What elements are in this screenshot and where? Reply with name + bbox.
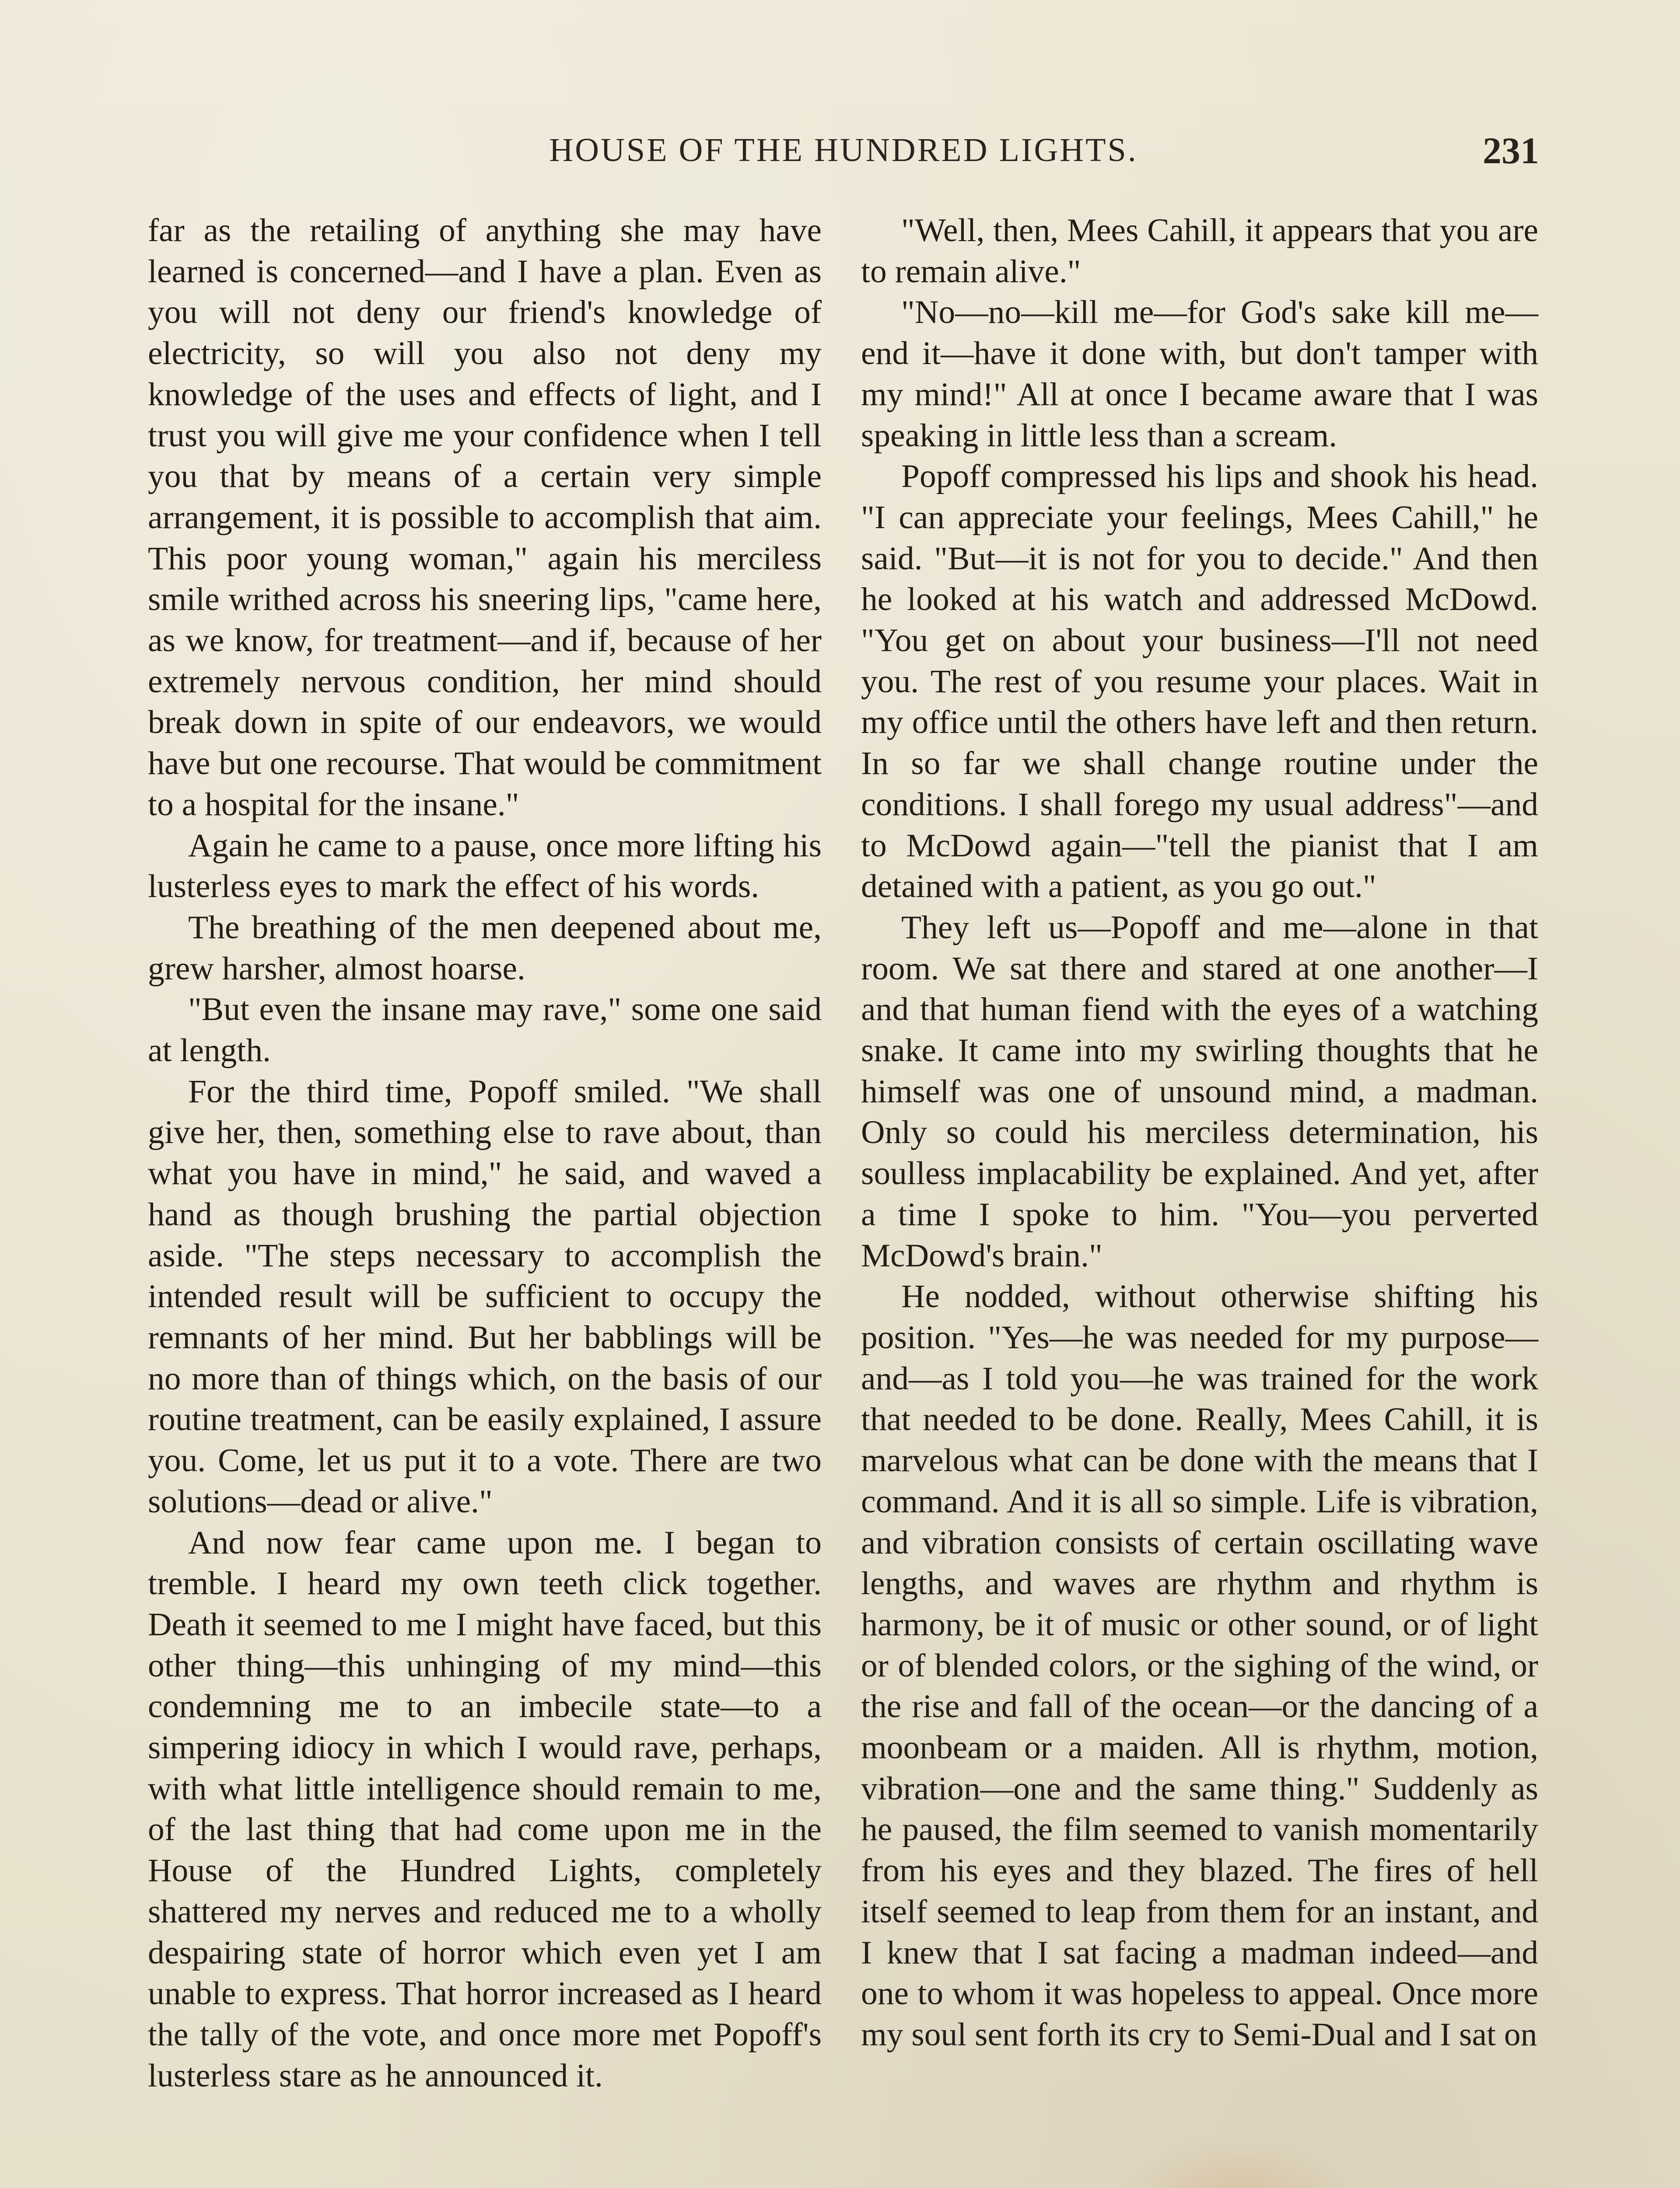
paragraph: Popoff compressed his lips and shook his head. "I can appreciate your feelings, Mees Cahill," he said. "But—it is not for you to decide." And then he looked at his watch and addressed McDowd. "You get on about your business—I'll not need you. The rest of you resume your places. Wait in my office until the others have left and then return. In so far we shall change routine under the conditions. I shall forego my usual address"—and to McDowd again—"tell the pianist that I am detained with a patient, as you go out." xyxy=(861,458,1538,905)
paragraph: Again he came to a pause, once more lifting his lusterless eyes to mark the effect of his words. xyxy=(148,827,822,905)
page-number: 231 xyxy=(1483,130,1539,172)
paragraph: He nodded, without otherwise shifting his position. "Yes—he was needed for my purpose—and—as I told you—he was trained for the work that needed to be done. Really, Mees Cahill, it is marvelous what can be done with the means that I command. And it is all so simple. Life is vibration, and vibration consists of certain oscillating wave lengths, and waves are rhythm and rhythm is harmony, be it of music or other sound, or of light or of blended colors, or the sighing of the wind, or the rise and fall of the ocean—or the dancing of a moonbeam or a maiden. All is rhythm, motion, vibration—one and the same thing." Suddenly as he paused, the film seemed to vanish momentarily from his eyes and they blazed. The fires of hell itself seemed to leap from them for an instant, and I knew that I sat facing a madman indeed—and one to whom it was hopeless to appeal. Once more my soul sent forth its cry to Semi-Dual and I sat on xyxy=(861,1278,1538,2053)
paragraph: And now fear came upon me. I began to tremble. I heard my own teeth click together. Death it seemed to me I might have faced, but this other thing—this unhinging of my mind—this condemning me to an imbecile state—to a simpering idiocy in which I would rave, perhaps, with what little intelligence should remain to me, of the last thing that had come upon me in the House of the Hundred Lights, completely shattered my nerves and reduced me to a wholly despairing state of horror which even yet I am unable to express. That horror increased as I heard the tally of the vote, and once more met Popoff's lusterless stare as he announced it. xyxy=(148,1524,822,2094)
paragraph: "No—no—kill me—for God's sake kill me—end it—have it done with, but don't tamper with my mind!" All at once I became aware that I was speaking in little less than a scream. xyxy=(861,294,1538,454)
running-title: HOUSE OF THE HUNDRED LIGHTS. xyxy=(549,132,1138,168)
paper-stain xyxy=(1116,2135,1361,2188)
paragraph: far as the retailing of anything she may have learned is concerned—and I have a plan. Even as you will not deny our friend's knowledge of electricity, so will you also not deny my knowledge of the uses and effects of light, and I trust you will give me your confidence when I tell you that by means of a certain very simple arrangement, it is possible to accomplish that aim. This poor young woman," again his merciless smile writhed across his sneering lips, "came here, as we know, for treatment—and if, because of her extremely nervous condition, her mind should break down in spite of our endeavors, we would have but one recourse. That would be commitment to a hospital for the insane." xyxy=(148,212,822,823)
paragraph: "Well, then, Mees Cahill, it appears that you are to remain alive." xyxy=(861,212,1538,290)
page-header xyxy=(148,131,1539,184)
left-column xyxy=(148,210,822,2096)
paragraph: They left us—Popoff and me—alone in that room. We sat there and stared at one another—I and that human fiend with the eyes of a watching snake. It came into my swirling thoughts that he himself was one of unsound mind, a madman. Only so could his merciless determination, his soulless implacability be explained. And yet, after a time I spoke to him. "You—you perverted McDowd's brain." xyxy=(861,909,1538,1274)
right-column xyxy=(861,210,1538,2055)
paragraph: "But even the insane may rave," some one said at length. xyxy=(148,991,822,1069)
paragraph: The breathing of the men deepened about me, grew harsher, almost hoarse. xyxy=(148,909,822,987)
paragraph: For the third time, Popoff smiled. "We shall give her, then, something else to rave about, than what you have in mind," he said, and waved a hand as though brushing the partial objection aside. "The steps necessary to accomplish the intended result will be sufficient to occupy the remnants of her mind. But her babblings will be no more than of things which, on the basis of our routine treatment, can be easily explained, I assure you. Come, let us put it to a vote. There are two solutions—dead or alive." xyxy=(148,1073,822,1520)
